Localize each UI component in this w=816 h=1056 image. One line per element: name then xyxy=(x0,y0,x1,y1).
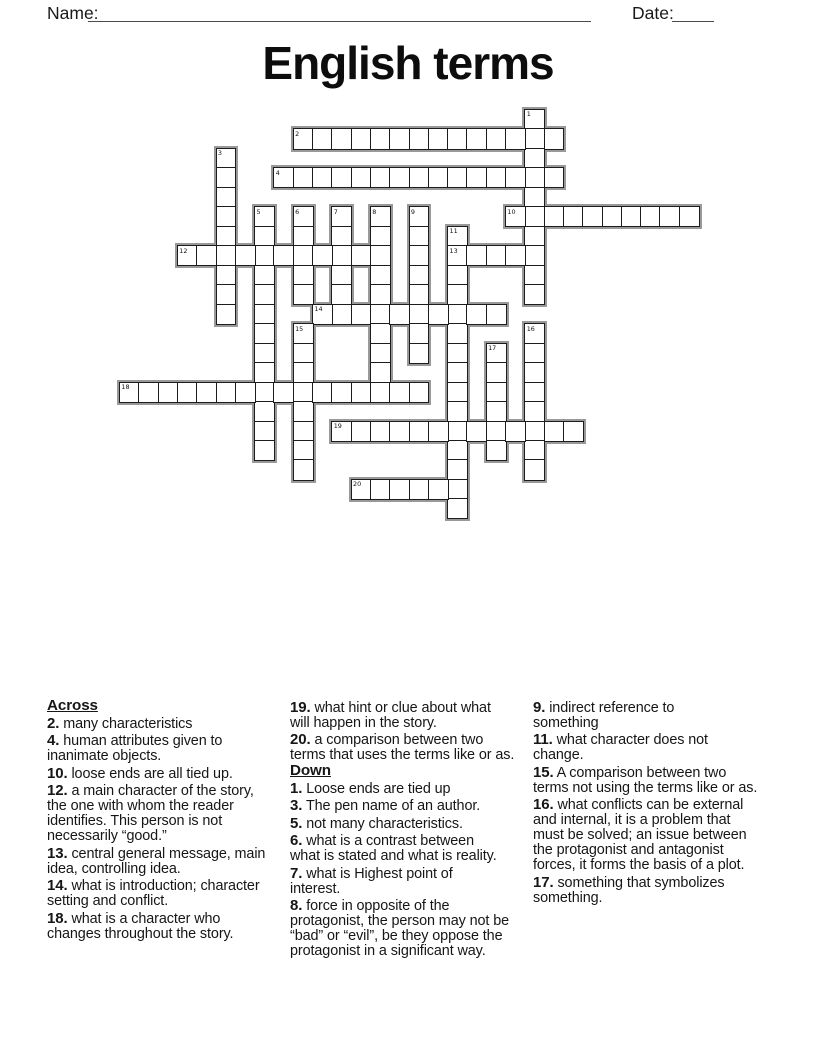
grid-cell[interactable] xyxy=(216,284,237,305)
grid-cell[interactable] xyxy=(370,421,391,442)
grid-cell[interactable] xyxy=(293,382,314,403)
clue-number: 7. xyxy=(290,864,303,882)
grid-cell[interactable] xyxy=(293,167,314,188)
grid-cell[interactable] xyxy=(447,421,468,442)
grid-cell[interactable] xyxy=(524,226,545,247)
grid-cell[interactable] xyxy=(293,459,314,480)
grid-cell[interactable] xyxy=(351,421,372,442)
cell-number: 17 xyxy=(488,344,497,353)
clue-9: 9. indirect reference to something xyxy=(533,698,675,731)
grid-cell[interactable] xyxy=(447,459,468,480)
clue-number: 4. xyxy=(47,732,60,749)
grid-cell[interactable] xyxy=(254,226,275,247)
cell-number: 20 xyxy=(353,480,362,489)
grid-cell[interactable] xyxy=(331,128,352,149)
grid-cell[interactable] xyxy=(524,362,545,383)
clue-11: 11. what character does not change. xyxy=(533,731,708,763)
grid-cell[interactable] xyxy=(524,459,545,480)
grid-cell[interactable] xyxy=(563,206,584,227)
clue-3: 3. The pen name of an author. xyxy=(290,797,481,814)
clue-2: 2. many characteristics xyxy=(47,714,193,732)
grid-cell[interactable] xyxy=(196,245,217,266)
grid-cell[interactable] xyxy=(370,479,391,500)
clue-6: 6. what is a contrast between what is stated and what is reality. xyxy=(290,832,497,864)
grid-cell[interactable] xyxy=(331,245,352,266)
clue-number: 14. xyxy=(47,877,68,894)
grid-cell[interactable] xyxy=(331,265,352,286)
grid-cell[interactable] xyxy=(640,206,661,227)
grid-cell[interactable] xyxy=(582,206,603,227)
grid-cell[interactable] xyxy=(428,167,449,188)
cell-number: 10 xyxy=(507,207,516,216)
grid-cell[interactable] xyxy=(351,304,372,325)
clue-number: 20. xyxy=(290,731,311,748)
clue-column-2 xyxy=(290,698,538,959)
grid-cell[interactable] xyxy=(389,167,410,188)
grid-cell[interactable] xyxy=(524,128,545,149)
grid-cell[interactable] xyxy=(447,343,468,364)
clues-heading-down: Down xyxy=(290,762,331,779)
grid-cell[interactable] xyxy=(524,421,545,442)
grid-cell[interactable] xyxy=(505,167,526,188)
grid-cell[interactable] xyxy=(254,343,275,364)
clue-number: 9. xyxy=(533,698,546,716)
grid-cell[interactable] xyxy=(293,284,314,305)
grid-cell[interactable] xyxy=(679,206,700,227)
clue-column-1 xyxy=(47,698,290,942)
grid-cell[interactable] xyxy=(428,128,449,149)
grid-cell[interactable] xyxy=(447,265,468,286)
grid-cell[interactable] xyxy=(447,128,468,149)
grid-cell[interactable] xyxy=(293,245,314,266)
name-label: Name: xyxy=(47,3,99,23)
cell-number: 14 xyxy=(314,305,323,314)
grid-cell[interactable] xyxy=(447,323,468,344)
clue-number: 19. xyxy=(290,698,311,716)
clue-10: 10. loose ends are all tied up. xyxy=(47,764,233,782)
grid-cell[interactable] xyxy=(524,206,545,227)
grid-cell[interactable] xyxy=(370,226,391,247)
cell-number: 12 xyxy=(179,246,188,255)
grid-cell[interactable] xyxy=(524,284,545,305)
grid-cell[interactable] xyxy=(524,265,545,286)
grid-cell[interactable] xyxy=(254,304,275,325)
clue-number: 2. xyxy=(47,714,60,732)
grid-cell[interactable] xyxy=(216,187,237,208)
clue-number: 5. xyxy=(290,814,303,832)
clue-7: 7. what is Highest point of interest. xyxy=(290,864,453,897)
grid-cell[interactable] xyxy=(312,382,333,403)
cell-number: 18 xyxy=(121,382,130,391)
grid-cell[interactable] xyxy=(409,226,430,247)
grid-cell[interactable] xyxy=(254,245,275,266)
grid-cell[interactable] xyxy=(138,382,159,403)
grid-cell[interactable] xyxy=(293,343,314,364)
grid-cell[interactable] xyxy=(254,265,275,286)
grid-cell[interactable] xyxy=(544,206,565,227)
grid-cell[interactable] xyxy=(524,343,545,364)
clue-number: 1. xyxy=(290,779,303,797)
grid-cell[interactable] xyxy=(216,382,237,403)
grid-cell[interactable] xyxy=(466,304,487,325)
cell-number: 16 xyxy=(526,324,535,333)
grid-cell[interactable] xyxy=(235,245,256,266)
grid-cell[interactable] xyxy=(293,421,314,442)
clue-number: 18. xyxy=(47,909,68,927)
grid-cell[interactable] xyxy=(312,245,333,266)
grid-cell[interactable] xyxy=(370,304,391,325)
grid-cell[interactable] xyxy=(370,128,391,149)
grid-cell[interactable] xyxy=(621,206,642,227)
grid-cell[interactable] xyxy=(331,284,352,305)
grid-cell[interactable] xyxy=(409,479,430,500)
grid-cell[interactable] xyxy=(505,421,526,442)
clues-heading-across: Across xyxy=(47,697,98,714)
clue-number: 16. xyxy=(533,796,554,813)
grid-cell[interactable] xyxy=(216,304,237,325)
grid-cell[interactable] xyxy=(447,440,468,461)
cell-number: 3 xyxy=(217,149,222,158)
cell-number: 15 xyxy=(295,324,304,333)
clue-17: 17. something that symbolizes something. xyxy=(533,873,725,906)
grid-cell[interactable] xyxy=(370,284,391,305)
grid-cell[interactable] xyxy=(505,128,526,149)
grid-cell[interactable] xyxy=(524,245,545,266)
grid-cell[interactable] xyxy=(254,362,275,383)
grid-cell[interactable] xyxy=(389,128,410,149)
grid-cell[interactable] xyxy=(389,304,410,325)
clue-number: 11. xyxy=(533,731,553,748)
grid-cell[interactable] xyxy=(293,440,314,461)
grid-cell[interactable] xyxy=(409,382,430,403)
grid-cell[interactable] xyxy=(563,421,584,442)
crossword-grid xyxy=(119,109,699,519)
clue-14: 14. what is introduction; character setting and conflict. xyxy=(47,877,260,909)
grid-cell[interactable] xyxy=(351,128,372,149)
grid-cell[interactable] xyxy=(196,382,217,403)
grid-cell[interactable] xyxy=(486,421,507,442)
grid-cell[interactable] xyxy=(351,245,372,266)
grid-cell[interactable] xyxy=(602,206,623,227)
grid-cell[interactable] xyxy=(447,401,468,422)
cell-number: 1 xyxy=(526,110,531,119)
grid-cell[interactable] xyxy=(447,382,468,403)
grid-cell[interactable] xyxy=(177,382,198,403)
grid-cell[interactable] xyxy=(524,167,545,188)
grid-cell[interactable] xyxy=(254,323,275,344)
grid-cell[interactable] xyxy=(331,167,352,188)
grid-cell[interactable] xyxy=(409,284,430,305)
clue-5: 5. not many characteristics. xyxy=(290,814,463,832)
clue-number: 6. xyxy=(290,832,303,849)
grid-cell[interactable] xyxy=(370,382,391,403)
grid-cell[interactable] xyxy=(409,245,430,266)
grid-cell[interactable] xyxy=(351,167,372,188)
grid-cell[interactable] xyxy=(505,245,526,266)
grid-cell[interactable] xyxy=(447,479,468,500)
clue-column-3 xyxy=(533,698,776,906)
cell-number: 9 xyxy=(410,207,415,216)
clue-20: 20. a comparison between two terms that uses the terms like or as. xyxy=(290,731,515,763)
grid-cell[interactable] xyxy=(370,265,391,286)
grid-cell[interactable] xyxy=(273,245,294,266)
grid-cell[interactable] xyxy=(524,148,545,169)
grid-cell[interactable] xyxy=(447,362,468,383)
clue-number: 8. xyxy=(290,897,303,914)
grid-cell[interactable] xyxy=(216,265,237,286)
cell-number: 8 xyxy=(372,207,377,216)
clue-12: 12. a main character of the story, the one with whom the reader identifies. This person is not necessarily “good.” xyxy=(47,782,254,844)
grid-cell[interactable] xyxy=(254,284,275,305)
page-title: English terms xyxy=(262,37,554,89)
grid-cell[interactable] xyxy=(370,245,391,266)
grid-cell[interactable] xyxy=(254,421,275,442)
grid-cell[interactable] xyxy=(466,128,487,149)
grid-cell[interactable] xyxy=(524,382,545,403)
grid-cell[interactable] xyxy=(486,440,507,461)
grid-cell[interactable] xyxy=(216,206,237,227)
clue-19: 19. what hint or clue about what will happen in the story. xyxy=(290,698,491,731)
clue-13: 13. central general message, main idea, controlling idea. xyxy=(47,844,266,877)
grid-cell[interactable] xyxy=(486,304,507,325)
grid-cell[interactable] xyxy=(331,304,352,325)
clue-18: 18. what is a character who changes throughout the story. xyxy=(47,909,234,942)
grid-cell[interactable] xyxy=(312,128,333,149)
grid-cell[interactable] xyxy=(428,479,449,500)
clue-number: 15. xyxy=(533,763,554,781)
grid-cell[interactable] xyxy=(370,323,391,344)
clue-16: 16. what conflicts can be external and internal, it is a problem that must be solved; an issue between the protagonist and antagonist forces, it forms the basis of a plot. xyxy=(533,796,747,873)
grid-cell[interactable] xyxy=(409,128,430,149)
grid-cell[interactable] xyxy=(524,401,545,422)
clue-number: 10. xyxy=(47,764,68,782)
grid-cell[interactable] xyxy=(409,421,430,442)
grid-cell[interactable] xyxy=(544,128,565,149)
grid-cell[interactable] xyxy=(428,304,449,325)
grid-cell[interactable] xyxy=(331,226,352,247)
grid-cell[interactable] xyxy=(216,245,237,266)
grid-cell[interactable] xyxy=(486,362,507,383)
clue-4: 4. human attributes given to inanimate objects. xyxy=(47,732,223,764)
grid-cell[interactable] xyxy=(486,128,507,149)
grid-cell[interactable] xyxy=(389,421,410,442)
grid-cell[interactable] xyxy=(389,382,410,403)
grid-cell[interactable] xyxy=(254,401,275,422)
cell-number: 11 xyxy=(449,227,458,236)
grid-cell[interactable] xyxy=(466,167,487,188)
grid-cell[interactable] xyxy=(466,245,487,266)
grid-cell[interactable] xyxy=(409,304,430,325)
grid-cell[interactable] xyxy=(544,167,565,188)
cell-number: 2 xyxy=(295,129,300,138)
date-line xyxy=(672,1,714,22)
date-label: Date: xyxy=(632,3,674,23)
grid-cell[interactable] xyxy=(447,304,468,325)
grid-cell[interactable] xyxy=(524,187,545,208)
grid-cell[interactable] xyxy=(409,265,430,286)
grid-cell[interactable] xyxy=(486,167,507,188)
clue-number: 12. xyxy=(47,782,68,799)
cell-number: 19 xyxy=(333,421,342,430)
cell-number: 13 xyxy=(449,246,458,255)
grid-cell[interactable] xyxy=(524,440,545,461)
grid-cell[interactable] xyxy=(273,382,294,403)
grid-cell[interactable] xyxy=(486,401,507,422)
grid-cell[interactable] xyxy=(331,382,352,403)
grid-cell[interactable] xyxy=(293,401,314,422)
clue-number: 3. xyxy=(290,797,303,814)
grid-cell[interactable] xyxy=(389,479,410,500)
grid-cell[interactable] xyxy=(370,167,391,188)
grid-cell[interactable] xyxy=(370,362,391,383)
grid-cell[interactable] xyxy=(544,421,565,442)
grid-cell[interactable] xyxy=(351,382,372,403)
grid-cell[interactable] xyxy=(659,206,680,227)
grid-cell[interactable] xyxy=(293,362,314,383)
grid-cell[interactable] xyxy=(293,226,314,247)
grid-cell[interactable] xyxy=(409,167,430,188)
clue-15: 15. A comparison between two terms not using the terms like or as. xyxy=(533,763,758,796)
name-line xyxy=(88,1,591,22)
grid-cell[interactable] xyxy=(312,167,333,188)
grid-cell[interactable] xyxy=(486,382,507,403)
clue-number: 13. xyxy=(47,844,68,862)
grid-cell[interactable] xyxy=(409,343,430,364)
grid-cell[interactable] xyxy=(447,284,468,305)
grid-cell[interactable] xyxy=(254,440,275,461)
cell-number: 7 xyxy=(333,207,338,216)
grid-cell[interactable] xyxy=(235,382,256,403)
cell-number: 4 xyxy=(275,168,280,177)
grid-cell[interactable] xyxy=(447,167,468,188)
grid-cell[interactable] xyxy=(158,382,179,403)
grid-cell[interactable] xyxy=(293,265,314,286)
grid-cell[interactable] xyxy=(447,498,468,519)
cell-number: 6 xyxy=(295,207,300,216)
grid-cell[interactable] xyxy=(428,421,449,442)
grid-cell[interactable] xyxy=(486,245,507,266)
grid-cell[interactable] xyxy=(466,421,487,442)
grid-cell[interactable] xyxy=(370,343,391,364)
cell-number: 5 xyxy=(256,207,261,216)
grid-cell[interactable] xyxy=(409,323,430,344)
grid-cell[interactable] xyxy=(216,167,237,188)
grid-cell[interactable] xyxy=(254,382,275,403)
clue-8: 8. force in opposite of the protagonist, the person may not be “bad” or “evil”, be they oppose the protagonist in a significant way. xyxy=(290,897,509,959)
clue-1: 1. Loose ends are tied up xyxy=(290,779,451,797)
clue-number: 17. xyxy=(533,873,554,891)
grid-cell[interactable] xyxy=(216,226,237,247)
